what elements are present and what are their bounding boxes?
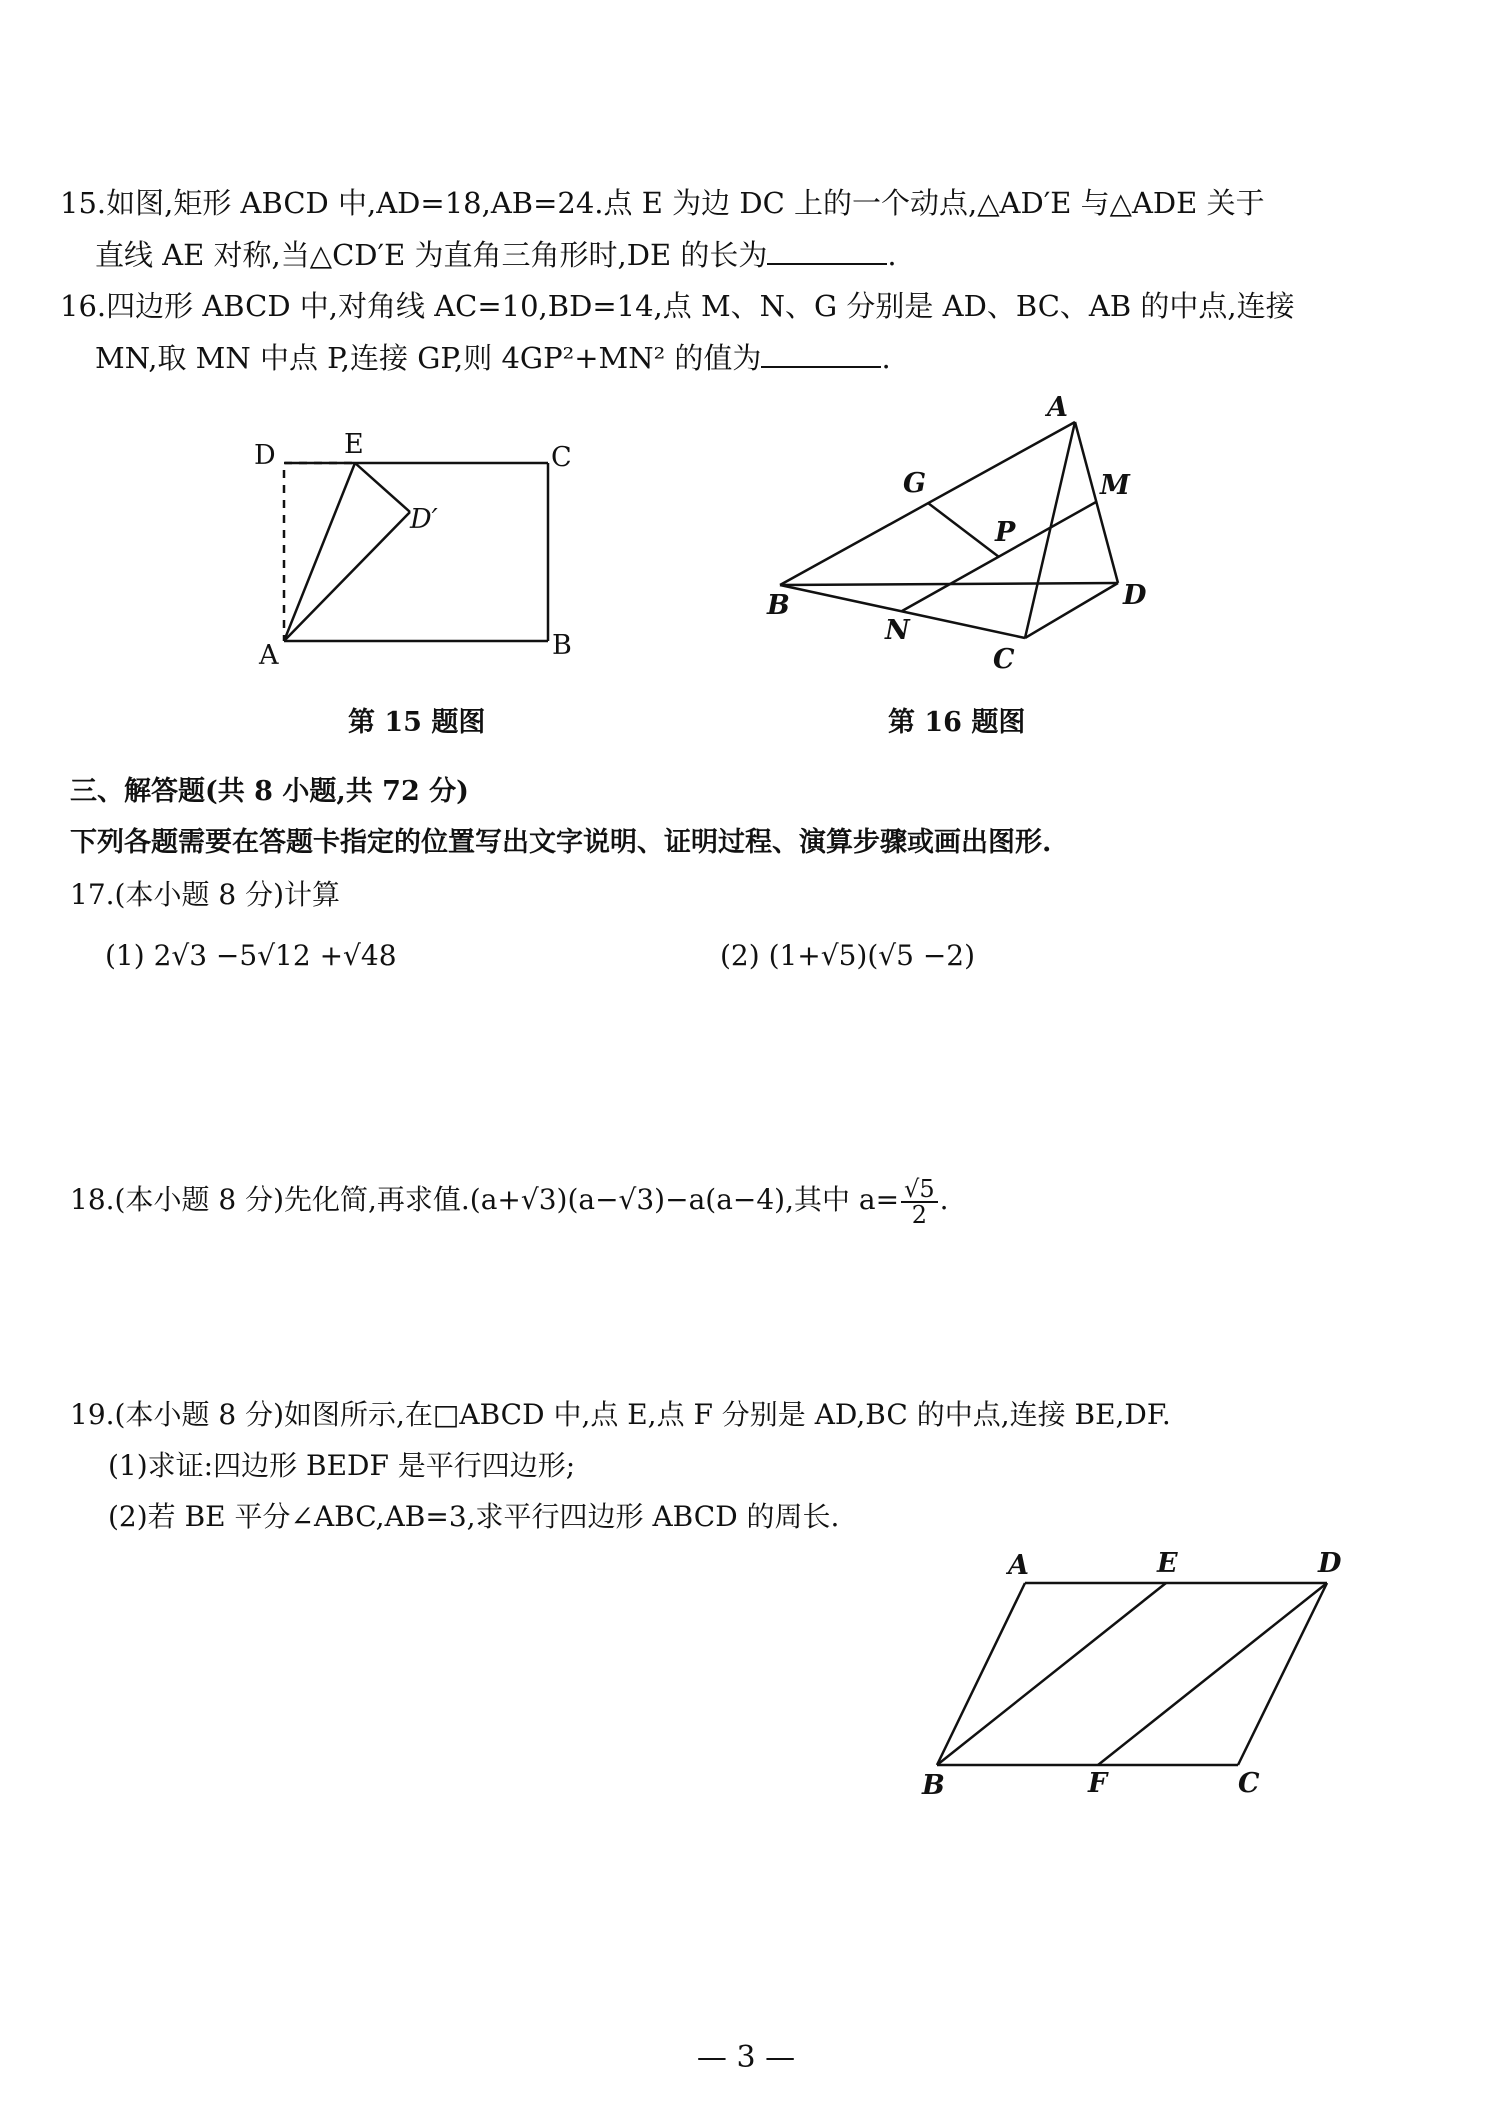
q17-part1: (1) 2√3 −5√12 +√48 — [105, 939, 397, 972]
q17-part2: (2) (1+√5)(√5 −2) — [720, 939, 976, 972]
fig19-label-F: F — [1088, 1768, 1108, 1799]
q18-frac-den: 2 — [911, 1200, 927, 1229]
section3-instruction: 下列各题需要在答题卡指定的位置写出文字说明、证明过程、演算步骤或画出图形. — [70, 827, 1052, 858]
fig16-label-P: P — [995, 517, 1016, 548]
fig19-side-AB — [937, 1583, 1025, 1765]
q19-line1: 19.(本小题 8 分)如图所示,在□ABCD 中,点 E,点 F 分别是 AD,BC 的中点,连接 BE,DF. — [70, 1398, 1171, 1431]
fig15-caption: 第 15 题图 — [348, 707, 486, 738]
fig16-label-D: D — [1123, 580, 1147, 611]
q16-line2-text: MN,取 MN 中点 P,连接 GP,则 4GP²+MN² 的值为 — [95, 341, 762, 375]
q18-end: . — [939, 1183, 949, 1216]
q19-part2: (2)若 BE 平分∠ABC,AB=3,求平行四边形 ABCD 的周长. — [108, 1500, 840, 1533]
fig16-label-M: M — [1100, 470, 1130, 501]
q18-frac-num: √5 — [901, 1177, 938, 1203]
fig16-label-A: A — [1047, 392, 1068, 423]
fig15-label-A: A — [259, 640, 279, 671]
q16-end: . — [881, 341, 891, 375]
page-number: — 3 — — [696, 2040, 796, 2075]
q15-line2-text: 直线 AE 对称,当△CD′E 为直角三角形时,DE 的长为 — [95, 238, 768, 272]
fig15-label-D-prime: D′ — [410, 504, 438, 535]
fig19-label-B: B — [922, 1770, 945, 1801]
fig16-label-C: C — [993, 644, 1015, 675]
fig16-label-B: B — [767, 590, 790, 621]
fig15-label-B: B — [552, 630, 572, 661]
q17-title: 17.(本小题 8 分)计算 — [70, 878, 340, 911]
fig16-label-N: N — [885, 615, 910, 646]
q15-end: . — [887, 238, 897, 272]
fig19-label-E: E — [1157, 1548, 1178, 1579]
section3-title: 三、解答题(共 8 小题,共 72 分) — [70, 776, 469, 807]
fig15-label-E: E — [344, 429, 364, 460]
q18-text: 18.(本小题 8 分)先化简,再求值.(a+√3)(a−√3)−a(a−4),其中 a= — [70, 1183, 900, 1216]
q19-part1: (1)求证:四边形 BEDF 是平行四边形; — [108, 1449, 576, 1482]
fig19-side-DC — [1238, 1583, 1327, 1765]
fig15-label-C: C — [551, 442, 572, 473]
q16-line1: 16.四边形 ABCD 中,对角线 AC=10,BD=14,点 M、N、G 分别是 AD、BC、AB 的中点,连接 — [60, 289, 1295, 323]
fig16-caption: 第 16 题图 — [888, 707, 1026, 738]
q15-line1: 15.如图,矩形 ABCD 中,AD=18,AB=24.点 E 为边 DC 上的一个动点,△AD′E 与△ADE 关于 — [60, 186, 1265, 220]
fig19-label-C: C — [1238, 1768, 1260, 1799]
fig15-label-D: D — [254, 440, 276, 471]
fig19-label-A: A — [1008, 1550, 1029, 1581]
fig16-label-G: G — [903, 468, 927, 499]
fig19-label-D: D — [1318, 1548, 1342, 1579]
